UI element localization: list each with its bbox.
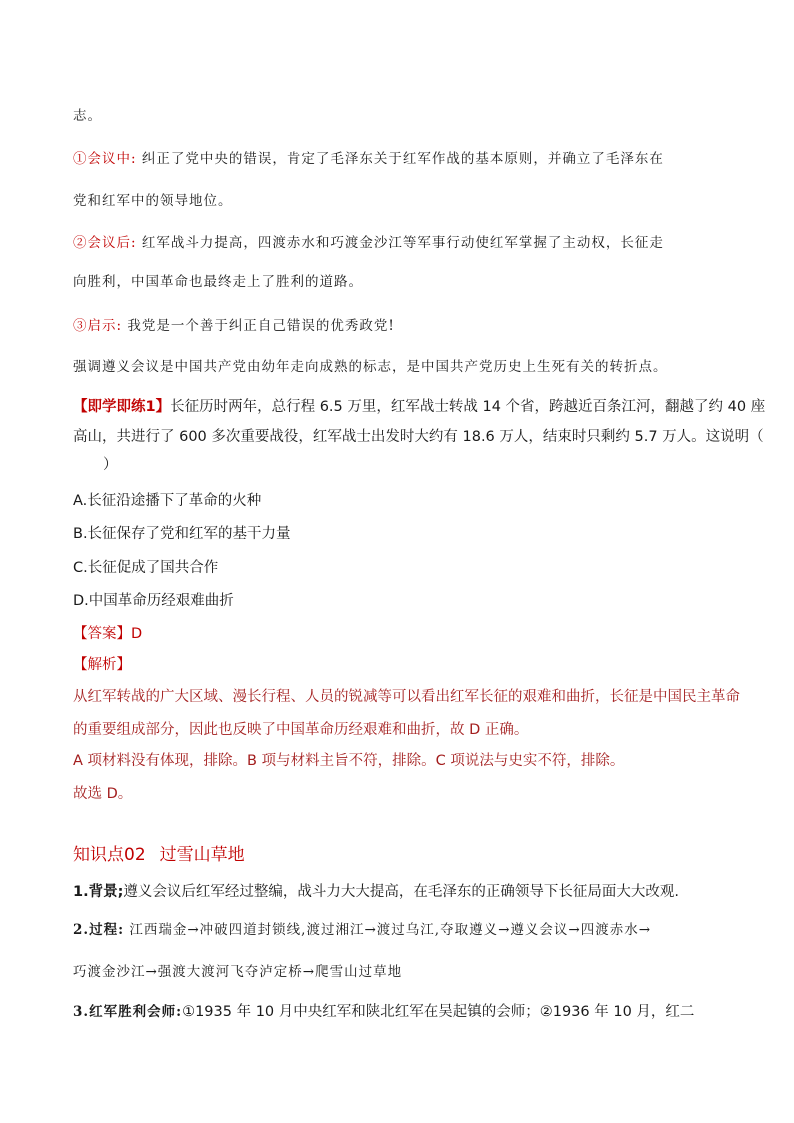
exercise-stem-text: 长征历时两年，总行程 6.5 万里，红军战士转战 14 个省，跨越近百条江河，翻越了约 40 座 [170,399,766,415]
point-1-cont: 党和红军中的领导地位。 [73,193,233,209]
exercise-tag: 【即学即练1】 [73,399,171,415]
exercise-stem-line2: 高山，共进行了 600 多次重要战役，红军战士出发时大约有 18.6 万人，结束时只剩约 5.7 万人。这说明（ [73,429,764,445]
victory-label: 3.红军胜利会师: [73,1004,183,1020]
option-d: D.中国革命历经艰难曲折 [73,593,234,609]
process-item [73,920,651,940]
analysis-conclusion: 故选 D。 [73,786,133,802]
point-text: 我党是一个善于纠正自己错误的优秀政党! [127,318,395,334]
analysis-line-1: 从红军转战的广大区域、漫长行程、人员的锐减等可以看出红军长征的艰难和曲折，长征是中国民主革命 [73,689,740,705]
point-3 [73,316,395,336]
point-2 [73,233,664,253]
answer-value: D [131,626,143,642]
point-label: ②会议后: [73,235,137,251]
background-text: 遵义会议后红军经过整编，战斗力大大提高，在毛泽东的正确领导下长征局面大大改观. [123,884,680,900]
exercise-blank: ） [103,457,118,473]
victory-item [73,1002,694,1022]
emphasis-text: 强调遵义会议是中国共产党由幼年走向成熟的标志，是中国共产党历史上生死有关的转折点。 [73,359,668,375]
point-label: ③启示: [73,318,123,334]
background-label: 1.背景; [73,884,124,900]
point-1 [73,149,664,169]
point-text: 红军战斗力提高，四渡赤水和巧渡金沙江等军事行动使红军掌握了主动权，长征走 [141,235,664,251]
analysis-label: 【解析】 [73,657,131,673]
analysis-line-2: 的重要组成部分，因此也反映了中国革命历经艰难和曲折，故 D 正确。 [73,722,529,738]
option-b: B.长征保存了党和红军的基干力量 [73,526,291,542]
process-label: 2.过程: [73,922,125,938]
analysis-line-3: A 项材料没有体现，排除。B 项与材料主旨不符，排除。C 项说法与史实不符，排除。 [73,753,625,769]
section-title: 过雪山草地 [159,845,245,865]
section-heading [73,845,245,865]
option-c: C.长征促成了国共合作 [73,560,219,576]
point-label: ①会议中: [73,151,137,167]
exercise-stem [73,397,765,417]
process-line-2: 巧渡金沙江→强渡大渡河飞夺泸定桥→爬雪山过草地 [73,964,403,980]
point-text: 纠正了党中央的错误，肯定了毛泽东关于红军作战的基本原则，并确立了毛泽东在 [141,151,664,167]
process-text: 江西瑞金→冲破四道封锁线,渡过湘江→渡过乌江,夺取遵义→遵义会议→四渡赤水→ [129,922,652,938]
section-number: 知识点02 [73,845,146,865]
background-item [73,882,679,902]
top-fragment: 志。 [73,108,102,124]
point-2-cont: 向胜利，中国革命也最终走上了胜利的道路。 [73,274,363,290]
answer-label: 【答案】 [73,626,131,642]
victory-text: ①1935 年 10 月中央红军和陕北红军在吴起镇的会师；②1936 年 10 月，红二 [182,1004,695,1020]
answer-line [73,624,142,644]
option-a: A.长征沿途播下了革命的火种 [73,493,262,509]
